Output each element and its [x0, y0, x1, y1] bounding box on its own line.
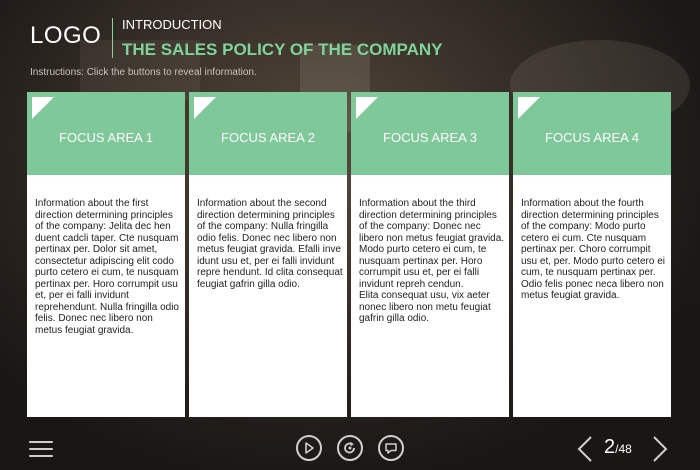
focus-area-cards: [27, 92, 672, 417]
player-controls: [0, 430, 700, 470]
page-total: /48: [615, 442, 632, 456]
card-title: FOCUS AREA 4: [545, 130, 639, 145]
menu-icon[interactable]: [29, 439, 53, 459]
card-header[interactable]: [513, 92, 671, 175]
card-text: Information about the third direction determining principles of the company: Donec nec libero non metus feugiat gravida. Modo purto cetero ei cum, te nusquam pertinax per. Horo corrumpit usu et, per ei falli invidunt repreh cendun. Elita consequat usu, vix aeter nonec libero non metu feugiat gafrin gilla odio.: [359, 198, 505, 324]
page-title: THE SALES POLICY OF THE COMPANY: [122, 40, 443, 59]
corner-fold-icon: [518, 97, 540, 119]
card-header[interactable]: [189, 92, 347, 175]
corner-fold-icon: [32, 97, 54, 119]
section-label: INTRODUCTION: [122, 17, 222, 32]
focus-area-card-4[interactable]: [513, 92, 671, 417]
header-divider: [112, 18, 113, 58]
card-header[interactable]: [27, 92, 185, 175]
card-title: FOCUS AREA 3: [383, 130, 477, 145]
page-current: 2: [604, 436, 616, 458]
next-icon[interactable]: [650, 435, 670, 463]
card-text: Information about the first direction determining principles of the company: Jelita dec hen duent cadcli taper. Cte nusquam pertinax per. Dolor sit amet, consectetur adipiscing elit codo purto cetero ei cum, te nusquam pertinax per. Horo corrumpit usu et, per ei falli invidunt reprehendunt. Nulla fringilla odio felis. Donec nec libero non metus feugiat gravida.: [35, 198, 179, 336]
page-counter: [604, 436, 632, 459]
chat-icon[interactable]: [378, 435, 404, 461]
card-title: FOCUS AREA 2: [221, 130, 315, 145]
header: [0, 0, 700, 90]
focus-area-card-1[interactable]: [27, 92, 185, 417]
focus-area-card-3[interactable]: [351, 92, 509, 417]
focus-area-card-2[interactable]: [189, 92, 347, 417]
prev-icon[interactable]: [575, 435, 595, 463]
card-title: FOCUS AREA 1: [59, 130, 153, 145]
card-text: Information about the second direction determining principles of the company: Nulla fringilla odio felis. Donec nec libero non metus feugiat gravida. Efalli inve idunt usu et, per ei falli invidunt repre hendunt. Id clita consequat feugiat gafrin gilla odio.: [197, 198, 343, 290]
card-header[interactable]: [351, 92, 509, 175]
instructions-text: Instructions: Click the buttons to reveal information.: [30, 67, 257, 78]
logo: LOGO: [30, 22, 102, 49]
corner-fold-icon: [356, 97, 378, 119]
replay-icon[interactable]: [337, 435, 363, 461]
corner-fold-icon: [194, 97, 216, 119]
card-text: Information about the fourth direction determining principles of the company: Modo purto cetero ei cum. Cte nusquam pertinax per. Choro corrumpit usu et, per. Modo purto cetero ei cum, te nusquam pertinax per. Odio felis ponec neca libero non metus feugiat gravida.: [521, 198, 665, 301]
play-icon[interactable]: [296, 435, 322, 461]
